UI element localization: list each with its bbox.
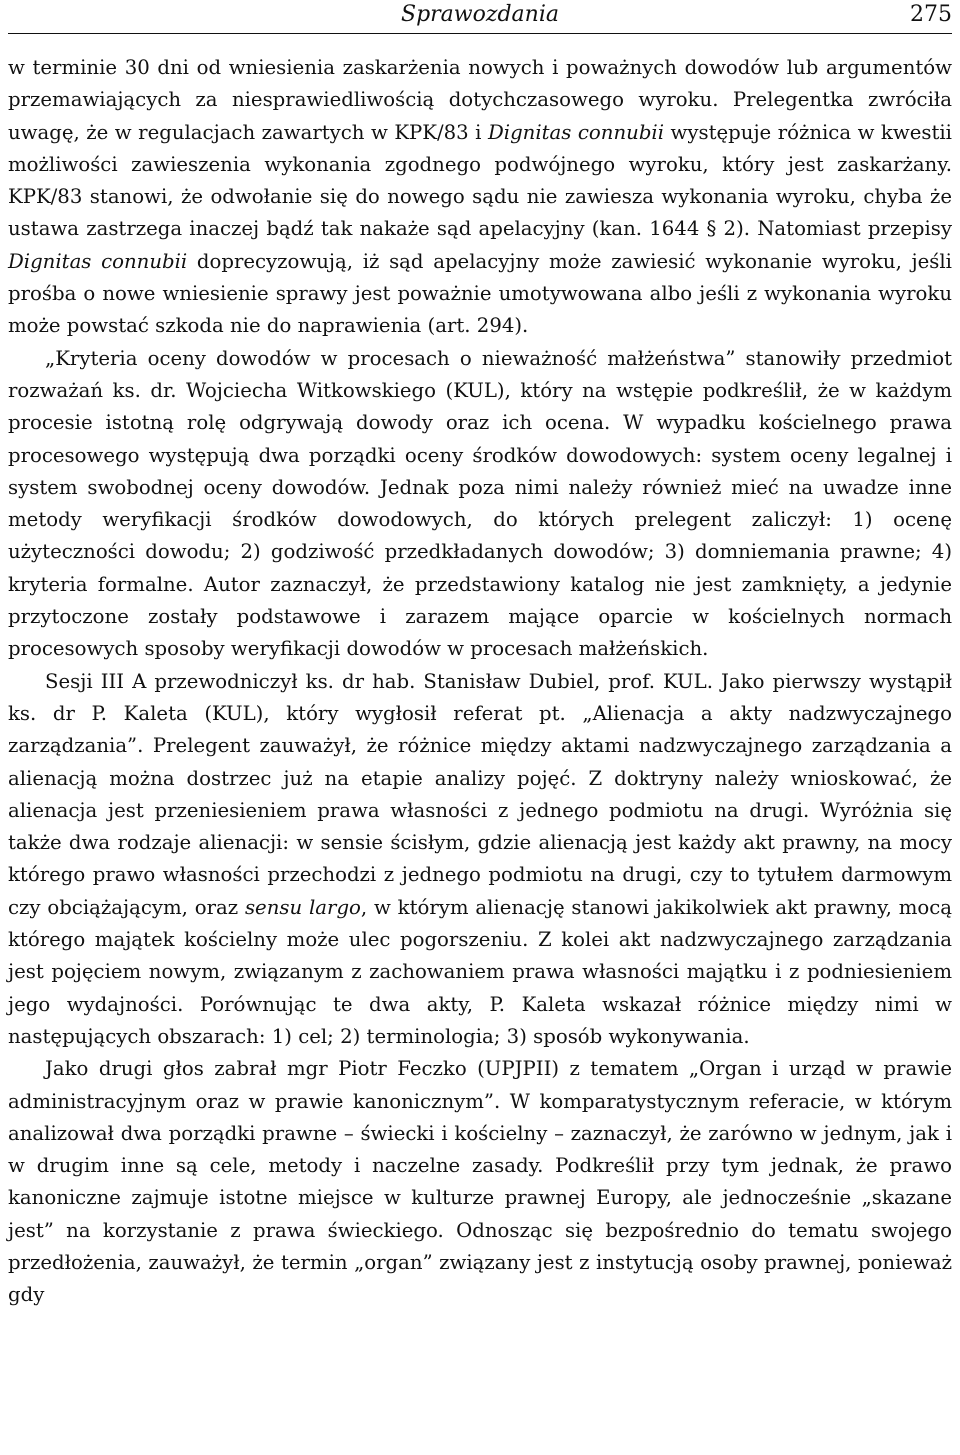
running-header (8, 0, 952, 34)
text-run: , w którym alienację stanowi jakikolwiek akt prawny, mocą którego majątek kościelny może ulec pogorszeniu. Z kolei akt nadzwyczajnego zarządzania jest pojęciem nowym, związanym z zachowaniem prawa własności majątku i z podniesieniem jego wydajności. Porównując te dwa akty, P. Kaleta wskazał różnice między nimi w następujących obszarach: 1) cel; 2) terminologia; 3) sposób wykonywania. (8, 895, 952, 1048)
paragraph (8, 343, 952, 666)
running-title: Sprawozdania (401, 2, 559, 27)
text-run: w terminie 30 dni od wniesienia zaskarżenia nowych i poważnych dowodów lub argumentów przemawiających za niesprawiedliwością dotychczasowego wyroku. Prelegentka zwróciła uwagę, że w regulacjach zawartych w KPK/83 i (8, 56, 952, 144)
italic-term: Dignitas connubii (487, 120, 665, 144)
text-run: „Kryteria oceny dowodów w procesach o nieważność małżeństwa” stanowiły przedmiot rozważań ks. dr. Wojciecha Witkowskiego (KUL), który na wstępie podkreślił, że w każdym procesie istotną rolę odgrywają dowody oraz ich ocena. W wypadku kościelnego prawa procesowego występują dwa porządki oceny środków dowodowych: system oceny legalnej i system swobodnej oceny dowodów. Jednak poza nimi należy również mieć na uwadze inne metody weryfikacji środków dowodowych, do których prelegent zaliczył: 1) ocenę użyteczności dowodu; 2) godziwość przedkładanych dowodów; 3) domniemania prawne; 4) kryteria formalne. Autor zaznaczył, że przedstawiony katalog nie jest zamknięty, a jedynie przytoczone zostały podstawowe i zarazem mające oparcie w kościelnych normach procesowych sposoby weryfikacji dowodów w procesach małżeńskich. (8, 346, 952, 661)
paragraph (8, 666, 952, 1054)
text-run: występuje różnica w kwestii możliwości zawieszenia wykonania zgodnego podwójnego wyroku, który jest zaskarżany. KPK/83 stanowi, że odwołanie się do nowego sądu nie zawiesza wykonania wyroku, chyba że ustawa zastrzega inaczej bądź tak nakaże sąd apelacyjny (kan. 1644 § 2). Natomiast przepisy (8, 120, 952, 241)
italic-term: Dignitas connubii (8, 249, 188, 273)
document-page (8, 0, 952, 1312)
page-number: 275 (910, 2, 952, 27)
text-run: Sesji III A przewodniczył ks. dr hab. Stanisław Dubiel, prof. KUL. Jako pierwszy wystąpił ks. dr P. Kaleta (KUL), który wygłosił referat pt. „Alienacja a akty nadzwyczajnego zarządzania”. Prelegent zauważył, że różnice między aktami nadzwyczajnego zarządzania a alienacją można dostrzec już na etapie analizy pojęć. Z doktryny należy wnioskować, że alienacja jest przeniesieniem prawa własności z jednego podmiotu na drugi. Wyróżnia się także dwa rodzaje alienacji: w sensie ścisłym, gdzie alienacją jest każdy akt prawny, na mocy którego prawo własności przechodzi z jednego podmiotu na drugi, czy to tytułem darmowym czy obciążającym, oraz (8, 669, 952, 919)
paragraph (8, 52, 952, 343)
paragraph (8, 1053, 952, 1311)
text-run: Jako drugi głos zabrał mgr Piotr Feczko (UPJPII) z tematem „Organ i urząd w prawie administracyjnym oraz w prawie kanonicznym”. W komparatystycznym referacie, w którym analizował dwa porządki prawne – świecki i kościelny – zaznaczył, że zarówno w jednym, jak i w drugim inne są cele, metody i naczelne zasady. Podkreślił przy tym jednak, że prawo kanoniczne zajmuje istotne miejsce w kulturze prawnej Europy, ale jednocześnie „skazane jest” na korzystanie z prawa świeckiego. Odnosząc się bezpośrednio do tematu swojego przedłożenia, zauważył, że termin „organ” związany jest z instytucją osoby prawnej, ponieważ gdy (8, 1057, 952, 1307)
text-run: doprecyzowują, iż sąd apelacyjny może zawiesić wykonanie wyroku, jeśli prośba o nowe wniesienie sprawy jest poważnie umotywowana albo jeśli z wykonania wyroku może powstać szkoda nie do naprawienia (art. 294). (8, 249, 952, 338)
italic-term: sensu largo (244, 895, 361, 919)
body-text (8, 52, 952, 1312)
